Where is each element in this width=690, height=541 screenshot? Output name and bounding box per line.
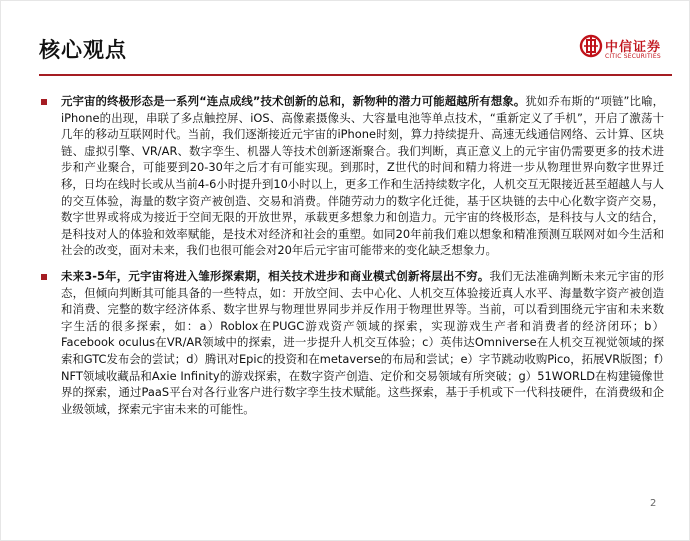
bullet-lead: 元宇宙的终极形态是一系列“连点成线”技术创新的总和，新物种的潜力可能超越所有想象。 [61, 94, 526, 108]
company-logo [579, 34, 679, 66]
citic-logo-icon [579, 34, 603, 58]
slide-header [1, 1, 690, 77]
logo-name-cn: 中信证券 [605, 40, 662, 55]
bullet-lead: 未来3-5年，元宇宙将进入雏形探索期，相关技术进步和商业模式创新将层出不穷。 [61, 268, 490, 283]
bullet-item [39, 268, 664, 417]
bullet-square-icon [41, 274, 47, 280]
bullet-item [39, 93, 664, 259]
logo-name-en: CITIC SECURITIES [605, 53, 661, 60]
slide-title: 核心观点 [39, 38, 127, 62]
bullet-square-icon [41, 99, 47, 105]
bullet-body: 犹如乔布斯的“项链”比喻，iPhone的出现，串联了多点触控屏、iOS、高像素摄像头、大容量电池等单点技术，“重新定义了手机”，开启了激荡十几年的移动互联网时代。当前，我们逐渐接近元宇宙的iPhone时刻，算力持续提升、高速无线通信网络、云计算、区块链、虚拟引擎、VR/AR、数字孪生、机器人等技术创新逐渐聚合。我们判断，真正意义上的元宇宙仍需要更多的技术进步和产业聚合，可能要到20-30年之后才有可能实现。到那时，Z世代的时间和精力将进一步从物理世界向数字世界迁移，日均在线时长或从当前4-6小时提升到10小时以上，更多工作和生活持续数字化，人机交互无限接近甚至超越人与人的交互体验，海量的数字资产被创造、交易和消费。伴随劳动力的数字化迁徙，基于区块链的去中心化数字资产交易，数字世界或将成为接近于空间无限的开放世界，承载更多想象力和创造力。元宇宙的终极形态，是科技与人文的结合，是科技对人的体验和效率赋能，是技术对经济和社会的重塑。如同20年前我们难以想象和精准预测互联网对如今生活和社会的改变，面对未来，我们也很可能会对20年后元宇宙可能带来的变化缺乏想象力。 [61, 94, 664, 258]
bullet-list [39, 93, 664, 426]
page-number: 2 [650, 498, 657, 509]
bullet-body: 我们无法准确判断未来元宇宙的形态，但倾向判断其可能具备的一些特点，如：开放空间、去中心化、人机交互体验接近真人水平、海量数字资产被创造和消费、完整的数字经济体系、数字世界与物理世界同步并反作用于物理世界等。当前，可以看到围绕元宇宙和未来数字生活的很多探索，如：a）Roblox在PUGC游戏资产领域的探索，实现游戏生产者和消费者的经济闭环；b）Facebook oculus在VR/AR领域中的探索，进一步提升人机交互体验；c）英伟达Omniverse在人机交互视觉领域的探索和GTC发布会的尝试；d）腾讯对Epic的投资和在metaverse的布局和尝试；e）字节跳动收购Pico，拓展VR版图；f）NFT领域收藏品和Axie Infinity的游戏探索，在数字资产创造、定价和交易领域有所突破；g）51WORLD在构建镜像世界的探索，通过PaaS平台对各行业客户进行数字孪生技术赋能。这些探索，基于手机或下一代科技硬件，在消费级和企业级领域，探索元宇宙未来的可能性。 [61, 268, 664, 416]
bullet-paragraph [61, 268, 664, 417]
header-divider [39, 74, 672, 76]
bullet-paragraph [61, 93, 664, 259]
